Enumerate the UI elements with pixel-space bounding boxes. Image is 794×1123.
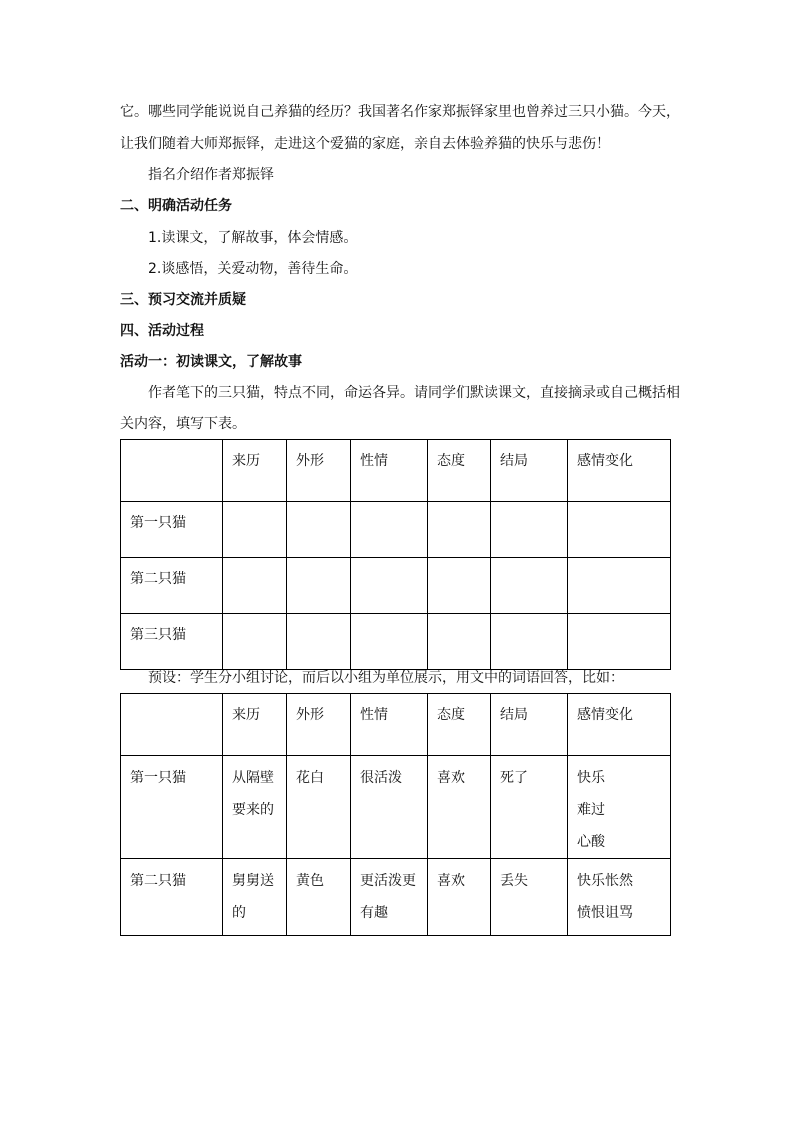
table-header-cell: 结局 xyxy=(491,694,568,756)
table-cell xyxy=(568,614,671,670)
table-header-cell: 性情 xyxy=(351,694,428,756)
cell-line: 有趣 xyxy=(360,905,388,921)
table-header-row xyxy=(121,440,671,502)
cell-line: 快乐 xyxy=(577,770,605,786)
table-cell xyxy=(568,502,671,558)
cell-line: 心酸 xyxy=(577,834,605,850)
activity-heading: 活动一：初读课文，了解故事 xyxy=(120,354,302,370)
table-cell xyxy=(491,558,568,614)
table-header-cell: 外形 xyxy=(287,440,351,502)
cat-table-preset xyxy=(120,693,671,936)
row-label: 第二只猫 xyxy=(121,558,223,614)
table-header-cell: 来历 xyxy=(223,694,287,756)
table-row xyxy=(121,614,671,670)
table-header-cell: 态度 xyxy=(428,440,491,502)
table-cell xyxy=(287,502,351,558)
table-header-cell: 结局 xyxy=(491,440,568,502)
table-cell xyxy=(491,502,568,558)
table-header-cell xyxy=(121,694,223,756)
origin-cell xyxy=(223,756,287,859)
ending-cell: 丢失 xyxy=(491,859,568,936)
table-cell xyxy=(428,558,491,614)
task-item: 1.读课文，了解故事，体会情感。 xyxy=(148,230,358,246)
table-cell xyxy=(351,614,428,670)
table-header-cell: 来历 xyxy=(223,440,287,502)
table-row xyxy=(121,756,671,859)
table-row xyxy=(121,558,671,614)
table-cell xyxy=(491,614,568,670)
cell-line: 愤恨诅骂 xyxy=(577,905,633,921)
temper-cell xyxy=(351,859,428,936)
feeling-cell xyxy=(568,859,671,936)
origin-cell xyxy=(223,859,287,936)
cell-line: 更活泼更 xyxy=(360,873,416,889)
table-cell xyxy=(568,558,671,614)
table-cell xyxy=(287,558,351,614)
row-label: 第二只猫 xyxy=(121,859,223,936)
table-row xyxy=(121,502,671,558)
table-header-row xyxy=(121,694,671,756)
cell-line: 要来的 xyxy=(232,802,274,818)
table-row xyxy=(121,859,671,936)
row-label: 第一只猫 xyxy=(121,502,223,558)
paragraph-line: 关内容，填写下表。 xyxy=(120,416,246,432)
look-cell: 黄色 xyxy=(287,859,351,936)
cat-table-blank xyxy=(120,439,671,670)
paragraph-line: 作者笔下的三只猫，特点不同，命运各异。请同学们默读课文，直接摘录或自己概括相 xyxy=(148,385,680,401)
paragraph-line: 让我们随着大师郑振铎，走进这个爱猫的家庭，亲自去体验养猫的快乐与悲伤！ xyxy=(120,136,610,152)
attitude-cell: 喜欢 xyxy=(428,756,491,859)
table-cell xyxy=(287,614,351,670)
row-label: 第一只猫 xyxy=(121,756,223,859)
attitude-cell: 喜欢 xyxy=(428,859,491,936)
section-heading: 四、活动过程 xyxy=(120,323,204,339)
section-heading: 三、预习交流并质疑 xyxy=(120,292,246,308)
cell-line: 舅舅送 xyxy=(232,873,274,889)
table-cell xyxy=(223,558,287,614)
task-item: 2.谈感悟，关爱动物，善待生命。 xyxy=(148,261,358,277)
temper-cell: 很活泼 xyxy=(351,756,428,859)
table-header-cell: 感情变化 xyxy=(568,440,671,502)
ending-cell: 死了 xyxy=(491,756,568,859)
cell-line: 难过 xyxy=(577,802,605,818)
table-header-cell: 态度 xyxy=(428,694,491,756)
table-cell xyxy=(223,502,287,558)
paragraph-line: 指名介绍作者郑振铎 xyxy=(148,167,274,183)
feeling-cell xyxy=(568,756,671,859)
cell-line: 从隔壁 xyxy=(232,770,274,786)
table-header-cell: 外形 xyxy=(287,694,351,756)
table-cell xyxy=(223,614,287,670)
row-label: 第三只猫 xyxy=(121,614,223,670)
cell-line: 快乐怅然 xyxy=(577,873,633,889)
section-heading: 二、明确活动任务 xyxy=(120,198,232,214)
cell-line: 的 xyxy=(232,905,246,921)
table-header-cell xyxy=(121,440,223,502)
table-header-cell: 感情变化 xyxy=(568,694,671,756)
table-cell xyxy=(351,558,428,614)
table-cell xyxy=(428,502,491,558)
table-cell xyxy=(428,614,491,670)
paragraph-line: 它。哪些同学能说说自己养猫的经历？我国著名作家郑振铎家里也曾养过三只小猫。今天， xyxy=(120,104,680,120)
look-cell: 花白 xyxy=(287,756,351,859)
table-cell xyxy=(351,502,428,558)
table-header-cell: 性情 xyxy=(351,440,428,502)
paragraph-line: 预设：学生分小组讨论，而后以小组为单位展示，用文中的词语回答，比如： xyxy=(148,670,624,686)
